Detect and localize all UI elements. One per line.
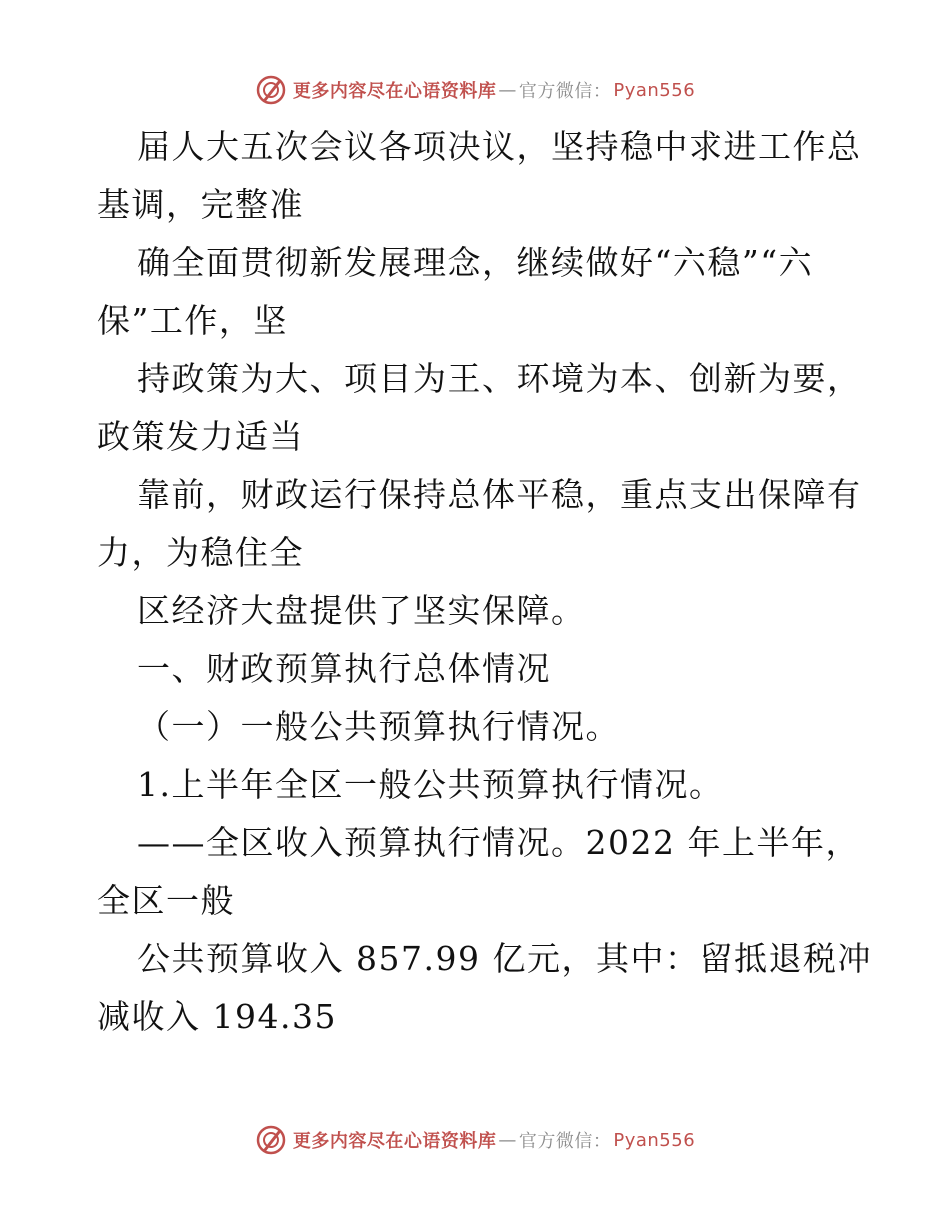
- watermark-separator: —: [498, 79, 517, 101]
- watermark-id: Pyan556: [613, 79, 696, 101]
- watermark-logo-icon: [255, 74, 287, 106]
- header-watermark: [0, 70, 950, 110]
- paragraph-line: 公共预算收入 857.99 亿元，其中：留抵退税冲: [137, 939, 872, 978]
- document-body: [97, 118, 872, 1046]
- paragraph-line: 持政策为大、项目为王、环境为本、创新为要，: [137, 359, 862, 398]
- watermark-text: 更多内容尽在心语资料库: [292, 1131, 497, 1152]
- paragraph-line: 力，为稳住全: [97, 533, 304, 572]
- paragraph-line: 基调，完整准: [97, 185, 304, 224]
- watermark-logo-icon: [255, 1124, 287, 1156]
- watermark-label: 官方微信：: [518, 81, 612, 102]
- watermark-separator: —: [498, 1129, 517, 1151]
- paragraph-line: 区经济大盘提供了坚实保障。: [137, 591, 586, 630]
- watermark-text: 更多内容尽在心语资料库: [292, 81, 497, 102]
- footer-watermark: [0, 1120, 950, 1160]
- subsection-heading: （一）一般公共预算执行情况。: [137, 707, 620, 746]
- section-heading: 一、财政预算执行总体情况: [137, 649, 551, 688]
- paragraph-line: 届人大五次会议各项决议，坚持稳中求进工作总: [137, 127, 862, 166]
- subsubsection-heading: 1.上半年全区一般公共预算执行情况。: [137, 765, 724, 804]
- paragraph-line: 减收入 194.35: [97, 997, 337, 1036]
- paragraph-line: 政策发力适当: [97, 417, 304, 456]
- watermark-id: Pyan556: [613, 1129, 696, 1151]
- watermark-label: 官方微信：: [518, 1131, 612, 1152]
- paragraph-line: 保”工作，坚: [97, 301, 288, 340]
- paragraph-line: ——全区收入预算执行情况。2022 年上半年，: [137, 823, 860, 862]
- paragraph-line: 全区一般: [97, 881, 235, 920]
- paragraph-line: 靠前，财政运行保持总体平稳，重点支出保障有: [137, 475, 862, 514]
- paragraph-line: 确全面贯彻新发展理念，继续做好“六稳”“六: [137, 243, 814, 282]
